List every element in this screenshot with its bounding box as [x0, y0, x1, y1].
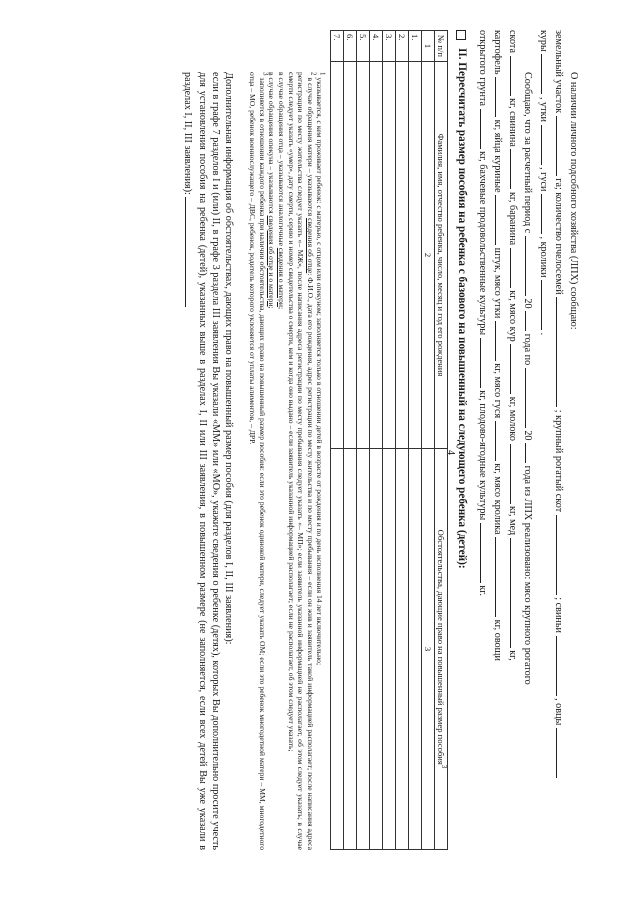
lph-line-5: картофель кг, яйца куриные штук, мясо утки кг, мясо гуся кг, мясо кролика кг, овощи: [491, 30, 506, 870]
table-row: 1.: [409, 31, 422, 850]
lph-line-2: куры , утки , гуси , кролики .: [536, 30, 551, 870]
pigs-label: ; свиньи: [552, 597, 564, 633]
colnum-1: 1: [422, 31, 435, 62]
mutton-field[interactable]: [510, 248, 521, 288]
land-label: земельный участок: [552, 30, 564, 114]
lph-title: О наличии личного подсобного хозяйства (ЛПХ) сообщаю:: [568, 72, 579, 330]
potato-field[interactable]: [495, 77, 506, 117]
chickens-label: куры: [537, 30, 549, 52]
footnote-3: $^3$ заполняется в отношении каждого ребенка при наличии обстоятельства, дающих право на повышенный размер пособия: если это ребенок одинокой матери, следует указать ОМ; если это ребенок многодетной матери – ММ, многодетного отца – МО, ребенок военнослужащего – ДВС, ребенок, родитель которого уклоняется от уплаты алиментов, – ДРР.: [248, 72, 270, 850]
rabbits-field[interactable]: [541, 280, 552, 330]
beef-field[interactable]: [510, 56, 521, 96]
milk-field[interactable]: [510, 444, 521, 504]
child-cell[interactable]: [409, 62, 422, 449]
table-row: 3.: [383, 31, 396, 850]
period-from-year-field[interactable]: [525, 311, 536, 331]
circumstance-cell[interactable]: [396, 449, 409, 850]
additional-line-2: если в графе 7 разделов I и (или) II, в графе 3 раздела III заявления Вы указали «ММ» или «МО», укажите сведения о ребенке (детях), которых Вы дополнительно просите учесть для установления пособия на ребенка (детей), указанных выше в разделах I, II или III заявления, в повышенном размере (не заполняется, если всех детей Вы уже указали в разделах I, II, III заявления):: [181, 72, 222, 850]
melons-field[interactable]: [480, 338, 491, 388]
page-number: 4: [445, 450, 456, 455]
ducks-label: , утки: [537, 96, 549, 122]
ducks-field[interactable]: [541, 125, 552, 165]
period-label: Сообщаю, что за расчетный период с: [522, 72, 534, 234]
circumstance-cell[interactable]: [331, 449, 344, 850]
colnum-3: 3: [422, 449, 435, 850]
pork-field[interactable]: [510, 149, 521, 189]
fruits-field[interactable]: [480, 523, 491, 583]
footnotes: [248, 30, 325, 850]
duck-meat-field[interactable]: [495, 321, 506, 361]
additional-line-1: Дополнительная информация об обстоятельствах, дающих право на повышенный размер пособия (для разделов I, II, III заявления):: [222, 72, 234, 645]
section-heading: [454, 30, 467, 870]
table-row: 4.: [370, 31, 383, 850]
lph-line-4: скота кг, свинина кг, баранина кг, мясо кур кг, молоко кг, мед кг,: [506, 30, 521, 870]
chickens-field[interactable]: [541, 54, 552, 94]
geese-label: , гуси: [537, 167, 549, 192]
period-to-year-field[interactable]: [525, 443, 536, 463]
rabbit-meat-field[interactable]: [495, 537, 506, 617]
circumstance-cell[interactable]: [370, 449, 383, 850]
beehives-field[interactable]: [556, 297, 567, 407]
children-table: [330, 30, 448, 850]
child-cell[interactable]: [357, 62, 370, 449]
lph-line-3: Сообщаю, что за расчетный период с 20 года по 20 года из ЛПХ реализовано: мясо крупного рогатого: [521, 30, 536, 870]
honey-field[interactable]: [510, 538, 521, 648]
sheep-label: , овцы: [552, 698, 564, 726]
table-header-row: [435, 31, 448, 850]
child-cell[interactable]: [396, 62, 409, 449]
table-row: 5.: [357, 31, 370, 850]
header-child: Фамилия, имя, отчество ребенка, число, месяц и год его рождения: [435, 62, 448, 449]
section-checkbox[interactable]: [456, 30, 466, 40]
sheep-field[interactable]: [556, 728, 567, 778]
table-row: 7.: [331, 31, 344, 850]
child-cell[interactable]: [370, 62, 383, 449]
circumstance-cell[interactable]: [357, 449, 370, 850]
section-heading-text: II. Пересчитать размер пособия на ребенка с базового на повышенный на следующего ребенка (детей):: [455, 48, 468, 569]
header-number: № п/п: [435, 31, 448, 62]
table-colnum-row: [422, 31, 435, 850]
colnum-2: 2: [422, 62, 435, 449]
pigs-field[interactable]: [556, 636, 567, 696]
child-cell[interactable]: [331, 62, 344, 449]
lph-line-6: открытого грунта кг, бахчевые продовольственные культуры кг, плодово-ягодные культуры кг.: [476, 30, 491, 870]
footnote-2-father: в случае обращения отца – указываются аналогичные сведения о матери;: [277, 72, 286, 310]
footnote-2: $^2$ в случае обращения матери – указываются сведения об отце: Ф.И.О., дата его рождения, адрес регистрации по месту жительства и по месту пребывания – если он жив и заявитель такой информацией располагает; после написания адреса регистрации по месту жительства следует указать «– МЖ», после написания адреса регистрации по месту пребывания следует указать «– МП»; если заявитель указанной информацией не располагает, об этом следует указать; в случае смерти следует указать «умер», дату смерти, серию и номер свидетельства о смерти, кем и когда оно выдано – если заявитель указанной информацией располагает; если не располагает, об этом следует указать;: [286, 72, 318, 850]
lph-block: [476, 30, 580, 870]
table-row: 2.: [396, 31, 409, 850]
rabbits-label: , кролики: [537, 236, 549, 278]
cattle-field[interactable]: [556, 515, 567, 595]
child-cell[interactable]: [344, 62, 357, 449]
child-cell[interactable]: [383, 62, 396, 449]
additional-info: [180, 30, 233, 850]
land-field[interactable]: [556, 116, 567, 176]
circumstance-cell[interactable]: [409, 449, 422, 850]
cattle-label: ; крупный рогатый скот: [552, 409, 564, 513]
vegetables-field[interactable]: [480, 109, 491, 149]
footnote-2-guardian: в случае обращения опекуна – указываются сведения об отце и о матери;: [267, 72, 277, 309]
circumstance-cell[interactable]: [344, 449, 357, 850]
footnote-1: $^1$ указывается, с кем проживает ребенок: с матерью, с отцом или опекуном; заполняется только в отношении детей в возрасте от рождения и по день исполнения 14 лет включительно;: [315, 72, 327, 666]
eggs-field[interactable]: [495, 195, 506, 245]
header-circumstances: Обстоятельства, дающие право на повышенный размер пособия$^3$: [435, 449, 448, 850]
beehives-label: га; количество пчелосемей: [552, 178, 564, 295]
lph-line-1: [552, 30, 567, 870]
chicken-meat-field[interactable]: [510, 344, 521, 394]
period-from-field[interactable]: [525, 236, 536, 296]
period-to-field[interactable]: [525, 368, 536, 428]
geese-field[interactable]: [541, 194, 552, 234]
table-row: 6.: [344, 31, 357, 850]
additional-field[interactable]: [185, 197, 196, 307]
document-content: [60, 30, 580, 870]
circumstance-cell[interactable]: [383, 449, 396, 850]
goose-meat-field[interactable]: [495, 421, 506, 461]
